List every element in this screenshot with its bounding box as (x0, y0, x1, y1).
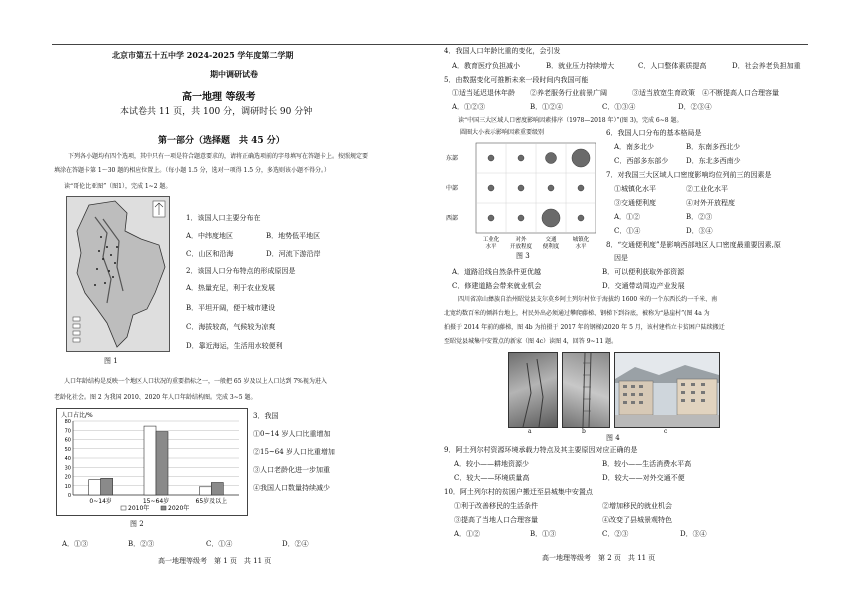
photo-steel-ladder (562, 352, 610, 428)
figure-4-label-b: b (582, 428, 586, 435)
q9-stem: 9．阿土列尔村资源环境承载力特点及其主要原因对应正确的是 (444, 446, 638, 454)
y-tick-label: 30 (64, 465, 71, 472)
legend-swatch (121, 506, 126, 510)
exam-info: 本试卷共 11 页，共 100 分，调研时长 90 分钟 (120, 107, 313, 117)
q5-stem: 5．由数据变化可推断未来一段时间内我国可能 (444, 76, 589, 84)
q3-option-a[interactable]: A．①③ (62, 540, 89, 548)
q6-option-c[interactable]: C．西部多东部少 (614, 157, 669, 165)
age-structure-chart (56, 408, 248, 516)
q7-statement-2: ②工业化水平 (686, 185, 728, 193)
aging-intro-line-2: 老龄化社会。图 2 为我国 2010、2020 年人口年龄结构图。完成 3~5 题。 (54, 394, 257, 401)
matrix-col-label: 水平 (575, 244, 587, 250)
y-tick-label: 20 (64, 474, 71, 481)
figure-3-intro: 读“中国三大区域人口密度影响因素排序（1978—2018 年）”(图 3)，完成 6~8 题。 (458, 117, 683, 124)
passage-line-4: 至昭觉县城集中安置点的新家（图 4c）读图 4，回答 9~11 题。 (444, 338, 618, 345)
q2-option-c[interactable]: C．海拔较高，气候较为凉爽 (186, 323, 276, 331)
y-tick-label: 70 (64, 428, 71, 435)
q8-option-b[interactable]: B．可以便利获取外部资源 (602, 268, 685, 276)
q10-option-a[interactable]: A．①② (454, 530, 481, 538)
matrix-bubble (488, 215, 494, 221)
q9-option-b[interactable]: B．较小——生活消费水平高 (602, 460, 692, 468)
figure-4-label-c: c (664, 428, 668, 435)
page-1-footer: 高一地理等级考 第 1 页 共 11 页 (158, 557, 272, 565)
q3-statement-3: ③人口老龄化进一步加重 (253, 466, 330, 474)
q10-statement-3: ③提高了当地人口合理容量 (454, 516, 538, 524)
q3-statement-4: ④我国人口数量持续减少 (253, 484, 330, 492)
q10-option-b[interactable]: B．①③ (530, 530, 557, 538)
matrix-bubble (488, 185, 494, 191)
q7-statement-1: ①城镇化水平 (614, 185, 656, 193)
exam-title: 期中调研试卷 (210, 69, 258, 79)
q5-option-c[interactable]: C．①③④ (602, 103, 636, 111)
y-tick-label: 10 (64, 483, 71, 490)
bar-2020年-15~64岁 (156, 432, 168, 495)
top-rule (430, 44, 808, 45)
matrix-col-label: 水平 (485, 244, 497, 250)
q5-option-a[interactable]: A．①②③ (452, 103, 486, 111)
matrix-bubble (546, 153, 557, 164)
q4-option-b[interactable]: B．就业压力持续增大 (546, 62, 615, 70)
top-rule (52, 44, 430, 45)
q7-option-c[interactable]: C．①④ (614, 227, 641, 235)
passage-line-2: 北宽约数百米的倾斜台地上，村民外出必须通过攀爬藤梯、钢梯下到谷底，被称为“悬崖村”(图 4a 为 (444, 310, 710, 317)
q4-option-c[interactable]: C．人口整体素质提高 (638, 62, 707, 70)
intro-line-2: 填涂在答题卡第 1～30 题的相应位置上。（每小题 1.5 分，选对一项得 1.5 分，多选则该小题不得分。） (54, 167, 330, 174)
q8-stem: 8．“交通便利度”是影响西部地区人口密度最重要因素,原 (606, 241, 781, 249)
matrix-col-label: 开放程度 (509, 244, 533, 250)
q10-statement-4: ④改变了县城景观特色 (602, 516, 672, 524)
matrix-col-label: 对外 (515, 237, 527, 243)
bar-2010年-0~14岁 (89, 480, 101, 495)
q9-option-a[interactable]: A．较小——耕地资源少 (454, 460, 530, 468)
q10-statement-2: ②增加移民的就业机会 (602, 502, 672, 510)
q3-option-d[interactable]: D．②④ (282, 540, 309, 548)
q8-option-c[interactable]: C．修建道路会带来就业机会 (452, 282, 542, 290)
page-2 (430, 0, 860, 596)
q4-option-a[interactable]: A．教育医疗负担减小 (452, 62, 521, 70)
q5-statement-3: ③适当放宽生育政策 (632, 89, 695, 97)
q8-option-a[interactable]: A．道路沿线自然条件更优越 (452, 268, 542, 276)
q3-statement-1: ①0~14 岁人口比重增加 (253, 430, 331, 438)
matrix-row-label: 中部 (446, 185, 459, 192)
bar-2020年-0~14岁 (101, 478, 113, 495)
matrix-bubble (572, 149, 590, 167)
matrix-bubble (548, 185, 554, 191)
photo-resettlement-site (614, 352, 720, 428)
x-tick-label: 0~14岁 (89, 498, 112, 505)
q7-option-b[interactable]: B．②③ (686, 213, 713, 221)
y-tick-label: 60 (64, 437, 71, 444)
q5-option-b[interactable]: B．①②④ (530, 103, 564, 111)
q4-stem: 4．我国人口年龄比重的变化，会引发 (444, 47, 561, 55)
q3-stem: 3．我国 (253, 412, 279, 420)
figure-4-label-a: a (528, 428, 532, 435)
age-structure-chart-svg (57, 409, 247, 515)
matrix-bubble (518, 155, 524, 161)
matrix-bubble (518, 215, 524, 221)
colombia-map (66, 196, 170, 352)
matrix-col-label: 工业化 (482, 237, 500, 243)
school-title: 北京市第五十五中学 2024-2025 学年度第二学期 (112, 50, 294, 60)
subject-title: 高一地理 等级考 (182, 92, 256, 103)
matrix-note: 圆圈大小表示影响因素重要级别 (460, 129, 545, 136)
q6-option-a[interactable]: A．南多北少 (614, 143, 655, 151)
q9-option-d[interactable]: D．较大——对外交通不便 (602, 474, 685, 482)
passage-line-3: 拍摄于 2014 年前的藤梯，图 4b 为拍摄于 2017 年的钢梯)2020 年 5 月，该村建档立卡贫困户陆续搬迁 (444, 324, 725, 331)
q5-statement-4: ④不断提高人口合理容量 (702, 89, 779, 97)
figure-3-caption: 图 3 (516, 252, 530, 260)
legend-label: 2020年 (168, 505, 190, 512)
q4-option-d[interactable]: D．社会养老负担加重 (732, 62, 801, 70)
q1-option-d[interactable]: D．河流下游沿岸 (266, 250, 321, 258)
passage-line-1: 四川省凉山彝族自治州昭觉县支尔莫乡阿土列尔村位于海拔约 1600 米的一个东西长约一千米、南 (458, 296, 718, 303)
q7-option-d[interactable]: D．③④ (686, 227, 713, 235)
q6-stem: 6．我国人口分布的基本格局是 (606, 129, 702, 137)
matrix-bubble (488, 155, 494, 161)
matrix-bubble (578, 185, 584, 191)
q5-option-d[interactable]: D．②③④ (678, 103, 712, 111)
q2-stem: 2．该国人口分布特点的形成原因是 (186, 267, 296, 275)
q1-option-b[interactable]: B．地势低平地区 (266, 232, 321, 240)
figure-2-caption: 图 2 (130, 520, 144, 528)
legend-label: 2010年 (128, 505, 150, 512)
q8-stem-cont: 因是 (614, 254, 628, 262)
q6-option-b[interactable]: B．东南多西北少 (686, 143, 741, 151)
matrix-col-label: 便利度 (542, 244, 560, 250)
intro-line-1: 下列各小题均有四个选项，其中只有一项是符合题意要求的，请将正确选项前的字母填写在答题卡上。按照规定要 (68, 153, 369, 160)
x-tick-label: 65岁及以上 (195, 498, 228, 505)
section-title: 第一部分（选择题 共 45 分） (158, 136, 285, 146)
q1-option-c[interactable]: C．山区和沿海 (186, 250, 234, 258)
q8-option-d[interactable]: D．交通带动周边产业发展 (602, 282, 685, 290)
bar-2020年-65岁及以上 (211, 483, 223, 495)
influence-factor-matrix (444, 129, 596, 251)
q6-option-d[interactable]: D．东北多西南少 (686, 157, 741, 165)
q1-stem: 1．该国人口主要分布在 (186, 214, 261, 222)
matrix-row-label: 东部 (446, 155, 459, 162)
bar-2010年-15~64岁 (144, 426, 156, 495)
q1-option-a[interactable]: A．中纬度地区 (186, 232, 234, 240)
page-2-footer: 高一地理等级考 第 2 页 共 11 页 (542, 554, 656, 562)
q7-stem: 7．对我国三大区域人口密度影响均位列前三的因素是 (606, 171, 772, 179)
q10-option-c[interactable]: C．②③ (602, 530, 629, 538)
aging-intro-line-1: 人口年龄结构是反映一个地区人口状况的重要指标之一，一般把 65 岁及以上人口达到 7%视为进入 (64, 378, 327, 385)
y-tick-label: 40 (64, 456, 71, 462)
matrix-col-label: 交通 (545, 237, 557, 243)
q7-statement-4: ④对外开放程度 (686, 199, 735, 207)
q10-stem: 10．阿土列尔村的贫困户搬迁至县城集中安置点 (444, 488, 593, 496)
q2-option-d[interactable]: D．靠近海运，生活用水较便利 (186, 342, 283, 350)
x-tick-label: 15~64岁 (142, 498, 170, 505)
y-axis-label: 人口占比/% (61, 412, 93, 419)
bar-2010年-65岁及以上 (199, 487, 211, 495)
map-question-intro: 读“哥伦比亚图”（图1），完成 1~2 题。 (64, 183, 172, 190)
matrix-row-label: 西部 (446, 215, 459, 222)
matrix-bubble (578, 215, 584, 221)
matrix-col-label: 城镇化 (572, 237, 590, 243)
q7-statement-3: ③交通便利度 (614, 199, 656, 207)
q10-statement-1: ①利于改善移民的生活条件 (454, 502, 538, 510)
matrix-svg (444, 129, 596, 251)
matrix-bubble (518, 185, 524, 191)
q10-option-d[interactable]: D．③④ (680, 530, 707, 538)
legend-swatch (161, 506, 166, 510)
q2-option-b[interactable]: B．平坦开阔，便于城市建设 (186, 304, 276, 312)
y-tick-label: 0 (67, 493, 71, 499)
figure-1-caption: 图 1 (104, 357, 118, 365)
photo-rattan-ladder (508, 352, 558, 428)
q2-option-a[interactable]: A．热量充足，利于农业发展 (186, 284, 276, 292)
q3-statement-2: ②15~64 岁人口比重增加 (253, 448, 335, 456)
matrix-bubble (542, 209, 560, 227)
y-tick-label: 80 (64, 419, 71, 425)
q5-statement-1: ①适当延迟退休年龄 (452, 89, 515, 97)
q3-option-b[interactable]: B．②③ (128, 540, 155, 548)
y-tick-label: 50 (64, 446, 71, 453)
q9-option-c[interactable]: C．较大——环境质量高 (454, 474, 530, 482)
q5-statement-2: ②养老服务行业前景广阔 (530, 89, 607, 97)
q7-option-a[interactable]: A．①② (614, 213, 641, 221)
q3-option-c[interactable]: C．①④ (206, 540, 233, 548)
figure-4-caption: 图 4 (606, 434, 620, 442)
